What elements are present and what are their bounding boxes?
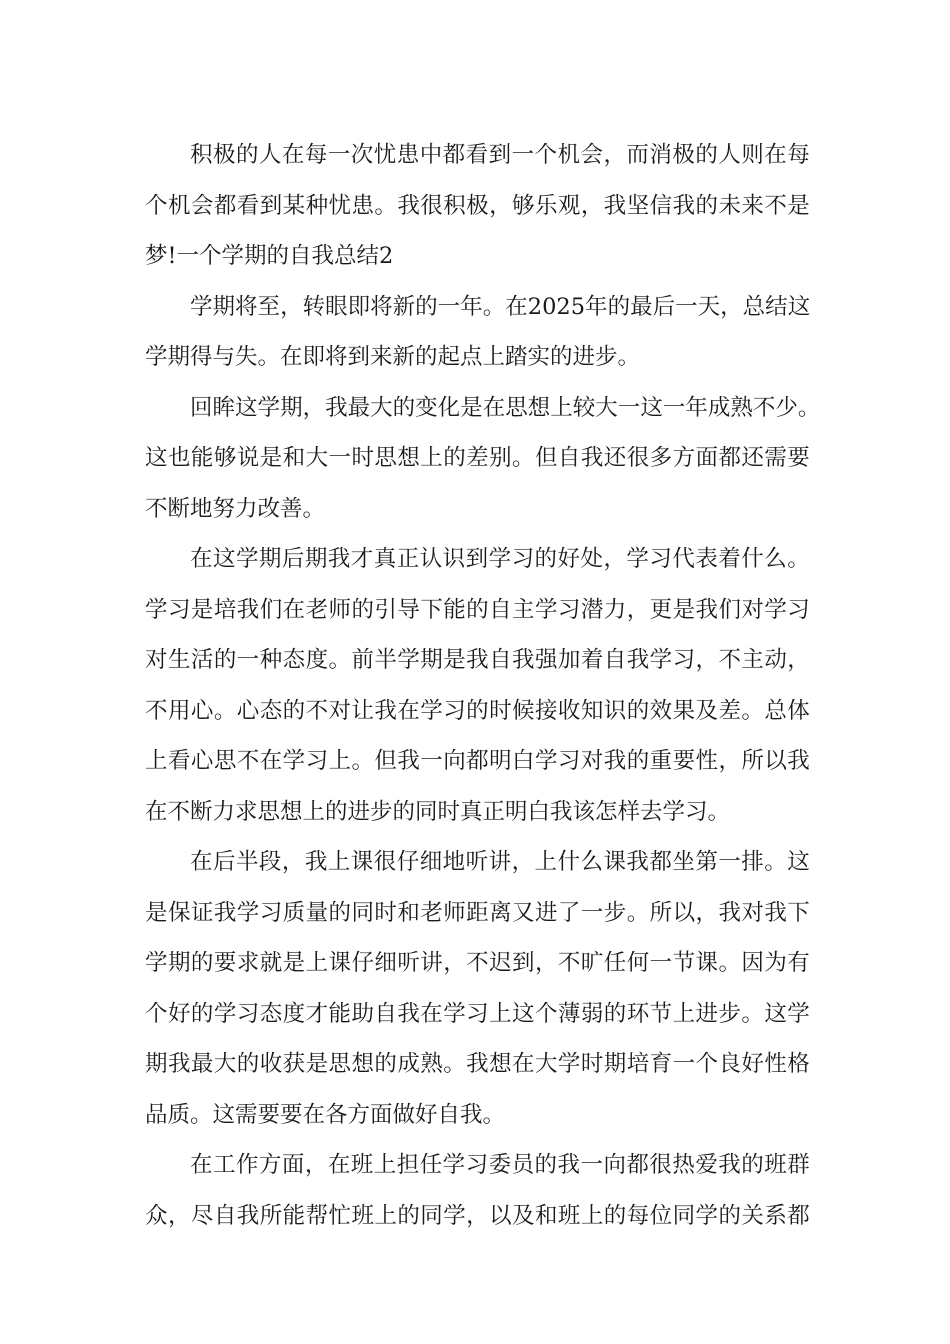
text-line: 在 工 作 方 面 ， 在 班 上 担 任 学 习 委 员 的 我 一 向 都 很 热 爱 我 的 班 群 bbox=[190, 1152, 810, 1178]
text-line: 学 期 将 至 ， 转 眼 即 将 新 的 一 年 。 在 2 0 2 5 年 的 最 后 一 天 ， 总 结 这 bbox=[190, 293, 811, 320]
text-line: 学 期 的 要 求 就 是 上 课 仔 细 听 讲 ， 不 迟 到 ， 不 旷 任 何 一 节 课 。 因 为 有 bbox=[145, 950, 810, 976]
text-line: 个 机 会 都 看 到 某 种 忧 患 。 我 很 积 极 ， 够 乐 观 ， 我 坚 信 我 的 未 来 不 是 bbox=[145, 192, 810, 219]
text-line: 品质。这需要要在各方面做好自我。 bbox=[145, 1101, 506, 1128]
text-line: 回 眸 这 学 期 ， 我 最 大 的 变 化 是 在 思 想 上 较 大 一 这 一 年 成 熟 不 少 。 bbox=[190, 394, 821, 421]
text-line: 上 看 心 思 不 在 学 习 上 。 但 我 一 向 都 明 白 学 习 对 我 的 重 要 性 ， 所 以 我 bbox=[145, 748, 810, 774]
text-line: 对 生 活 的 一 种 态 度 。 前 半 学 期 是 我 自 我 强 加 着 自 我 学 习 ， 不 主 动 ， bbox=[145, 647, 810, 673]
document-body bbox=[145, 130, 821, 1241]
text-line: 不断地努力改善。 bbox=[145, 495, 326, 522]
text-line: 学期得与失。在即将到来新的起点上踏实的进步。 bbox=[145, 344, 641, 370]
text-line: 在 这 学 期 后 期 我 才 真 正 认 识 到 学 习 的 好 处 ， 学 习 代 表 着 什 么 。 bbox=[190, 546, 810, 572]
text-line: 这 也 能 够 说 是 和 大 一 时 思 想 上 的 差 别 。 但 自 我 还 很 多 方 面 都 还 需 要 bbox=[145, 445, 810, 471]
text-line: 在不断力求思想上的进步的同时真正明白我该怎样去学习。 bbox=[145, 798, 731, 825]
text-line: 是 保 证 我 学 习 质 量 的 同 时 和 老 师 距 离 又 进 了 一 步 。 所 以 ， 我 对 我 下 bbox=[145, 899, 810, 926]
text-line: 梦!一个学期的自我总结2 bbox=[145, 243, 394, 269]
text-line: 不 用 心 。 心 态 的 不 对 让 我 在 学 习 的 时 候 接 收 知 识 的 效 果 及 差 。 总 体 bbox=[145, 697, 810, 724]
text-line: 积 极 的 人 在 每 一 次 忧 患 中 都 看 到 一 个 机 会 ， 而 消 极 的 人 则 在 每 bbox=[190, 142, 810, 168]
text-line: 众 ， 尽 自 我 所 能 帮 忙 班 上 的 同 学 ， 以 及 和 班 上 的 每 位 同 学 的 关 系 都 bbox=[145, 1202, 810, 1229]
text-line: 在 后 半 段 ， 我 上 课 很 仔 细 地 听 讲 ， 上 什 么 课 我 都 坐 第 一 排 。 这 bbox=[190, 849, 810, 875]
text-line: 学 习 是 培 我 们 在 老 师 的 引 导 下 能 的 自 主 学 习 潜 力 ， 更 是 我 们 对 学 习 bbox=[145, 596, 810, 623]
text-line: 个 好 的 学 习 态 度 才 能 助 自 我 在 学 习 上 这 个 薄 弱 的 环 节 上 进 步 。 这 学 bbox=[145, 1000, 810, 1027]
text-line: 期 我 最 大 的 收 获 是 思 想 的 成 熟 。 我 想 在 大 学 时 期 培 育 一 个 良 好 性 格 bbox=[145, 1051, 810, 1077]
